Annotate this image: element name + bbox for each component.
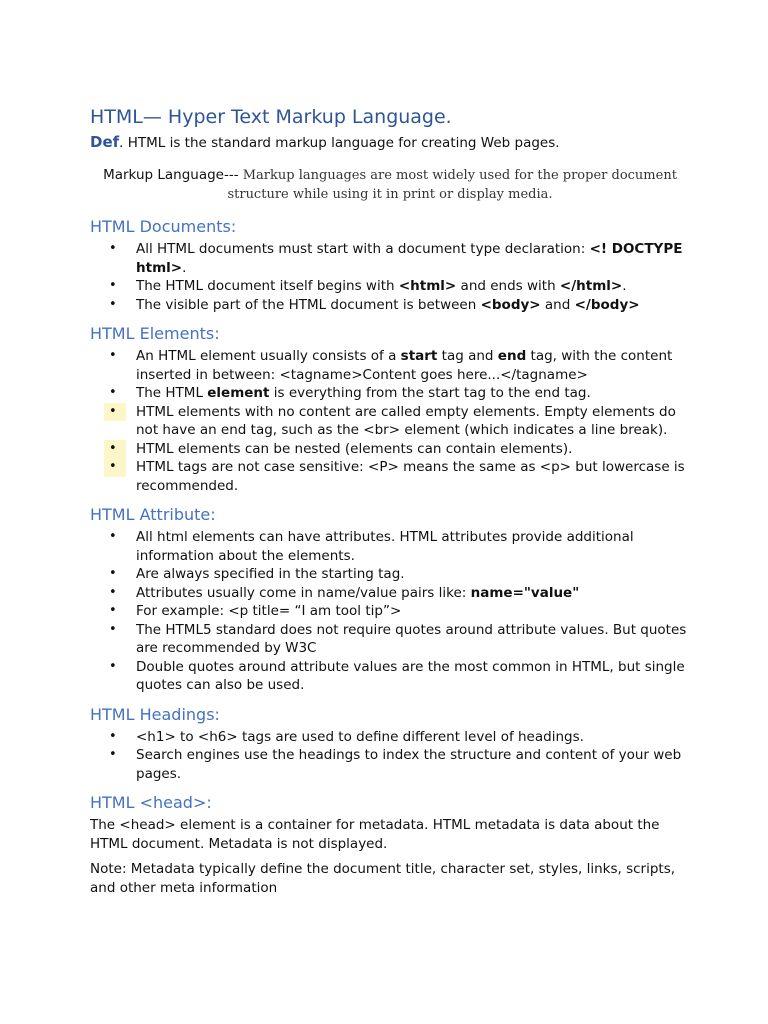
list-item: • <h1> to <h6> tags are used to define different level of headings. xyxy=(136,728,690,747)
list-item: • The HTML document itself begins with <html> and ends with </html>. xyxy=(136,277,690,296)
documents-list xyxy=(90,240,690,314)
section-heading-attribute: HTML Attribute: xyxy=(90,505,216,524)
section-heading-elements: HTML Elements: xyxy=(90,324,220,343)
list-item: • HTML tags are not case sensitive: <P> means the same as <p> but lowercase is recommended. xyxy=(136,458,690,495)
markup-label: Markup Language--- xyxy=(103,167,239,183)
markup-text-line1: Markup languages are most widely used for the proper document xyxy=(238,168,677,183)
definition-text: . HTML is the standard markup language for creating Web pages. xyxy=(119,135,560,151)
list-item: • Are always specified in the starting tag. xyxy=(136,565,690,584)
head-paragraph: The <head> element is a container for metadata. HTML metadata is data about the HTML document. Metadata is not displayed. xyxy=(90,817,660,852)
list-item: • All html elements can have attributes. HTML attributes provide additional information about the elements. xyxy=(136,528,690,565)
page-title: HTML— Hyper Text Markup Language. xyxy=(90,106,452,128)
list-item: • Search engines use the headings to index the structure and content of your web pages. xyxy=(136,746,690,783)
document-page xyxy=(90,106,690,904)
list-item: • For example: <p title= “I am tool tip”> xyxy=(136,602,690,621)
list-item: • The visible part of the HTML document is between <body> and </body> xyxy=(136,296,690,315)
list-item: • All HTML documents must start with a document type declaration: <! DOCTYPE html>. xyxy=(136,240,690,277)
definition xyxy=(90,133,690,152)
list-item: • An HTML element usually consists of a start tag and end tag, with the content inserted in between: <tagname>Content goes here...</tagname> xyxy=(136,347,690,384)
list-item: • Double quotes around attribute values are the most common in HTML, but single quotes can also be used. xyxy=(136,658,690,695)
section-heading-headings: HTML Headings: xyxy=(90,704,220,724)
list-item: • The HTML element is everything from the start tag to the end tag. xyxy=(136,384,690,403)
definition-label: Def xyxy=(90,133,120,151)
section-heading-documents: HTML Documents: xyxy=(90,217,237,236)
markup-text-line2: structure while using it in print or display media. xyxy=(227,187,553,202)
list-item: • Attributes usually come in name/value pairs like: name="value" xyxy=(136,584,690,603)
markup-language-paragraph xyxy=(90,166,690,204)
list-item: • The HTML5 standard does not require quotes around attribute values. But quotes are recommended by W3C xyxy=(136,621,690,658)
list-item: • HTML elements with no content are called empty elements. Empty elements do not have an end tag, such as the <br> element (which indicates a line break). xyxy=(136,403,690,440)
section-heading-head: HTML <head>: xyxy=(90,793,212,812)
attribute-list xyxy=(90,528,690,695)
list-item: • HTML elements can be nested (elements can contain elements). xyxy=(136,440,690,459)
headings-list xyxy=(90,728,690,784)
note-paragraph: Note: Metadata typically define the document title, character set, styles, links, scripts, and other meta information xyxy=(90,861,676,896)
elements-list xyxy=(90,347,690,495)
